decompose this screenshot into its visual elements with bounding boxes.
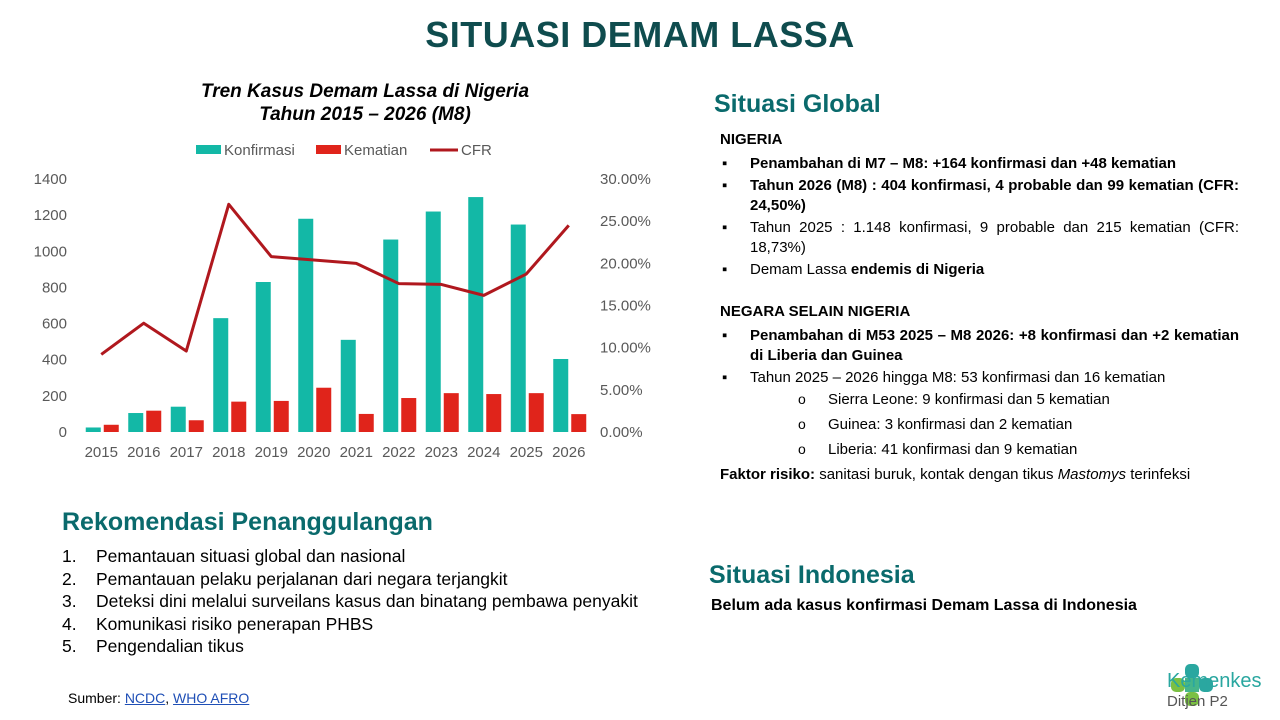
- legend-label: Konfirmasi: [224, 142, 295, 159]
- y-left-tick-label: 400: [41, 351, 67, 369]
- nigeria-list: [720, 154, 1239, 280]
- y-left-tick-label: 1400: [33, 171, 67, 188]
- x-tick-label: 2025: [509, 444, 543, 461]
- other-item: ▪ Penambahan di M53 2025 – M8 2026: +8 konfirmasi dan +2 kematian di Liberia dan Guinea: [720, 326, 1239, 366]
- bar-kematian: [274, 401, 289, 432]
- other-countries-list: [720, 326, 1239, 460]
- y-left-tick-label: 200: [41, 387, 67, 405]
- page-title: SITUASI DEMAM LASSA: [425, 14, 855, 55]
- source-separator: ,: [165, 690, 174, 706]
- y-left-tick-label: 800: [41, 279, 67, 297]
- country-breakdown-list: [750, 390, 1239, 460]
- bar-kematian: [571, 414, 586, 432]
- bar-kematian: [189, 420, 204, 432]
- chart-title-line2: Tahun 2015 – 2026 (M8): [259, 104, 471, 125]
- y-left-tick-label: 600: [41, 315, 67, 333]
- endemic-prefix: Demam Lassa: [750, 261, 851, 278]
- bar-kematian: [231, 402, 246, 432]
- x-tick-label: 2021: [339, 444, 373, 461]
- recommendation-item: [62, 635, 638, 658]
- item-text: Komunikasi risiko penerapan PHBS: [96, 613, 374, 634]
- x-tick-label: 2017: [169, 444, 203, 461]
- ncdc-link[interactable]: NCDC: [124, 690, 166, 706]
- bar-konfirmasi: [341, 340, 356, 432]
- nigeria-item: [720, 260, 1239, 280]
- item-number: 3.: [62, 591, 77, 611]
- x-tick-label: 2020: [297, 444, 331, 461]
- bar-kematian: [444, 393, 459, 432]
- recommendation-section-title: Rekomendasi Penanggulangan: [62, 508, 433, 536]
- item-number: 5.: [62, 636, 77, 656]
- bar-konfirmasi: [426, 212, 441, 432]
- y-right-tick-label: 15.00%: [600, 297, 651, 315]
- x-tick-label: 2018: [212, 444, 246, 461]
- y-right-tick-label: 5.00%: [600, 381, 643, 399]
- item-text: Pemantauan situasi global dan nasional: [96, 546, 406, 566]
- logo-subtitle: Ditjen P2: [1167, 693, 1228, 710]
- country-item: o Guinea: 3 konfirmasi dan 2 kematian: [750, 415, 1239, 435]
- other-item-text: Tahun 2025 – 2026 hingga M8: 53 konfirmasi dan 16 kematian: [750, 369, 1166, 386]
- bar-kematian: [486, 394, 501, 432]
- risk-factor-text: [720, 465, 1239, 485]
- item-number: 2.: [62, 568, 77, 589]
- x-tick-label: 2016: [127, 444, 161, 461]
- bar-kematian: [316, 388, 331, 432]
- bar-konfirmasi: [256, 282, 271, 432]
- bar-kematian: [104, 425, 119, 432]
- bar-konfirmasi: [171, 407, 186, 432]
- bar-konfirmasi: [213, 318, 228, 432]
- other-countries-heading: NEGARA SELAIN NIGERIA: [720, 303, 911, 320]
- global-section-title: Situasi Global: [714, 90, 881, 118]
- nigeria-item: ▪ Penambahan di M7 – M8: +164 konfirmasi dan +48 kematian: [720, 154, 1239, 174]
- risk-factor-end: terinfeksi: [1126, 466, 1191, 483]
- item-number: 4.: [62, 613, 77, 634]
- other-item: [720, 368, 1239, 460]
- bar-kematian: [529, 393, 544, 432]
- source-label: Sumber:: [68, 690, 125, 706]
- y-left-tick-label: 1200: [33, 207, 67, 225]
- recommendation-item: [62, 545, 638, 568]
- cfr-line: [101, 204, 569, 354]
- y-left-tick-label: 1000: [33, 243, 67, 261]
- risk-factor-body: sanitasi buruk, kontak dengan tikus: [815, 466, 1058, 483]
- bar-kematian: [146, 411, 161, 432]
- y-right-tick-label: 30.00%: [600, 171, 651, 188]
- nigeria-heading: NIGERIA: [720, 131, 783, 148]
- chart-title-line1: Tren Kasus Demam Lassa di Nigeria: [200, 81, 530, 102]
- global-panel: [720, 130, 1239, 485]
- recommendation-item: [62, 590, 638, 613]
- item-text: Pengendalian tikus: [96, 636, 244, 656]
- chart-title: [150, 80, 580, 126]
- recommendation-item: [62, 613, 638, 636]
- indonesia-section-title: Situasi Indonesia: [709, 561, 915, 589]
- bar-konfirmasi: [511, 225, 526, 432]
- legend-swatch-kematian: [316, 145, 341, 154]
- y-right-tick-label: 25.00%: [600, 213, 651, 231]
- risk-factor-label: Faktor risiko:: [720, 466, 816, 483]
- recommendation-list: [62, 545, 638, 658]
- endemic-text: endemis di Nigeria: [850, 261, 985, 278]
- indonesia-status-text: Belum ada kasus konfirmasi Demam Lassa di Indonesia: [711, 597, 1137, 614]
- trend-chart: [0, 132, 680, 472]
- recommendation-item: [62, 568, 638, 591]
- bar-konfirmasi: [298, 219, 313, 432]
- bar-kematian: [401, 398, 416, 432]
- y-right-tick-label: 20.00%: [600, 255, 651, 273]
- legend-label: Kematian: [344, 142, 408, 159]
- x-tick-label: 2019: [254, 444, 288, 461]
- bar-konfirmasi: [383, 240, 398, 432]
- x-tick-label: 2024: [467, 444, 501, 461]
- x-tick-label: 2022: [382, 444, 416, 461]
- y-left-tick-label: 0: [58, 424, 67, 441]
- nigeria-item: ▪ Tahun 2026 (M8) : 404 konfirmasi, 4 probable dan 99 kematian (CFR: 24,50%): [720, 176, 1239, 216]
- bar-konfirmasi: [553, 359, 568, 432]
- legend-label: CFR: [461, 142, 492, 159]
- bar-konfirmasi: [86, 427, 101, 432]
- country-item: o Liberia: 41 konfirmasi dan 9 kematian: [750, 440, 1239, 460]
- country-item: o Sierra Leone: 9 konfirmasi dan 5 kematian: [750, 390, 1239, 410]
- x-tick-label: 2026: [552, 444, 586, 461]
- risk-factor-species: Mastomys: [1057, 466, 1127, 483]
- logo-name: Kemenkes: [1167, 670, 1262, 692]
- x-tick-label: 2023: [424, 444, 458, 461]
- x-tick-label: 2015: [84, 444, 118, 461]
- who-afro-link[interactable]: WHO AFRO: [173, 690, 250, 706]
- bar-konfirmasi: [128, 413, 143, 432]
- legend-swatch-konfirmasi: [196, 145, 221, 154]
- item-text: Pemantauan pelaku perjalanan dari negara terjangkit: [96, 568, 508, 589]
- nigeria-item: ▪ Tahun 2025 : 1.148 konfirmasi, 9 probable dan 215 kematian (CFR: 18,73%): [720, 218, 1239, 258]
- bar-konfirmasi: [468, 197, 483, 432]
- item-text: Deteksi dini melalui surveilans kasus dan binatang pembawa penyakit: [96, 591, 638, 611]
- source-note: [68, 690, 249, 706]
- item-number: 1.: [62, 546, 77, 566]
- y-right-tick-label: 10.00%: [600, 339, 651, 357]
- bar-kematian: [359, 414, 374, 432]
- y-right-tick-label: 0.00%: [600, 424, 643, 441]
